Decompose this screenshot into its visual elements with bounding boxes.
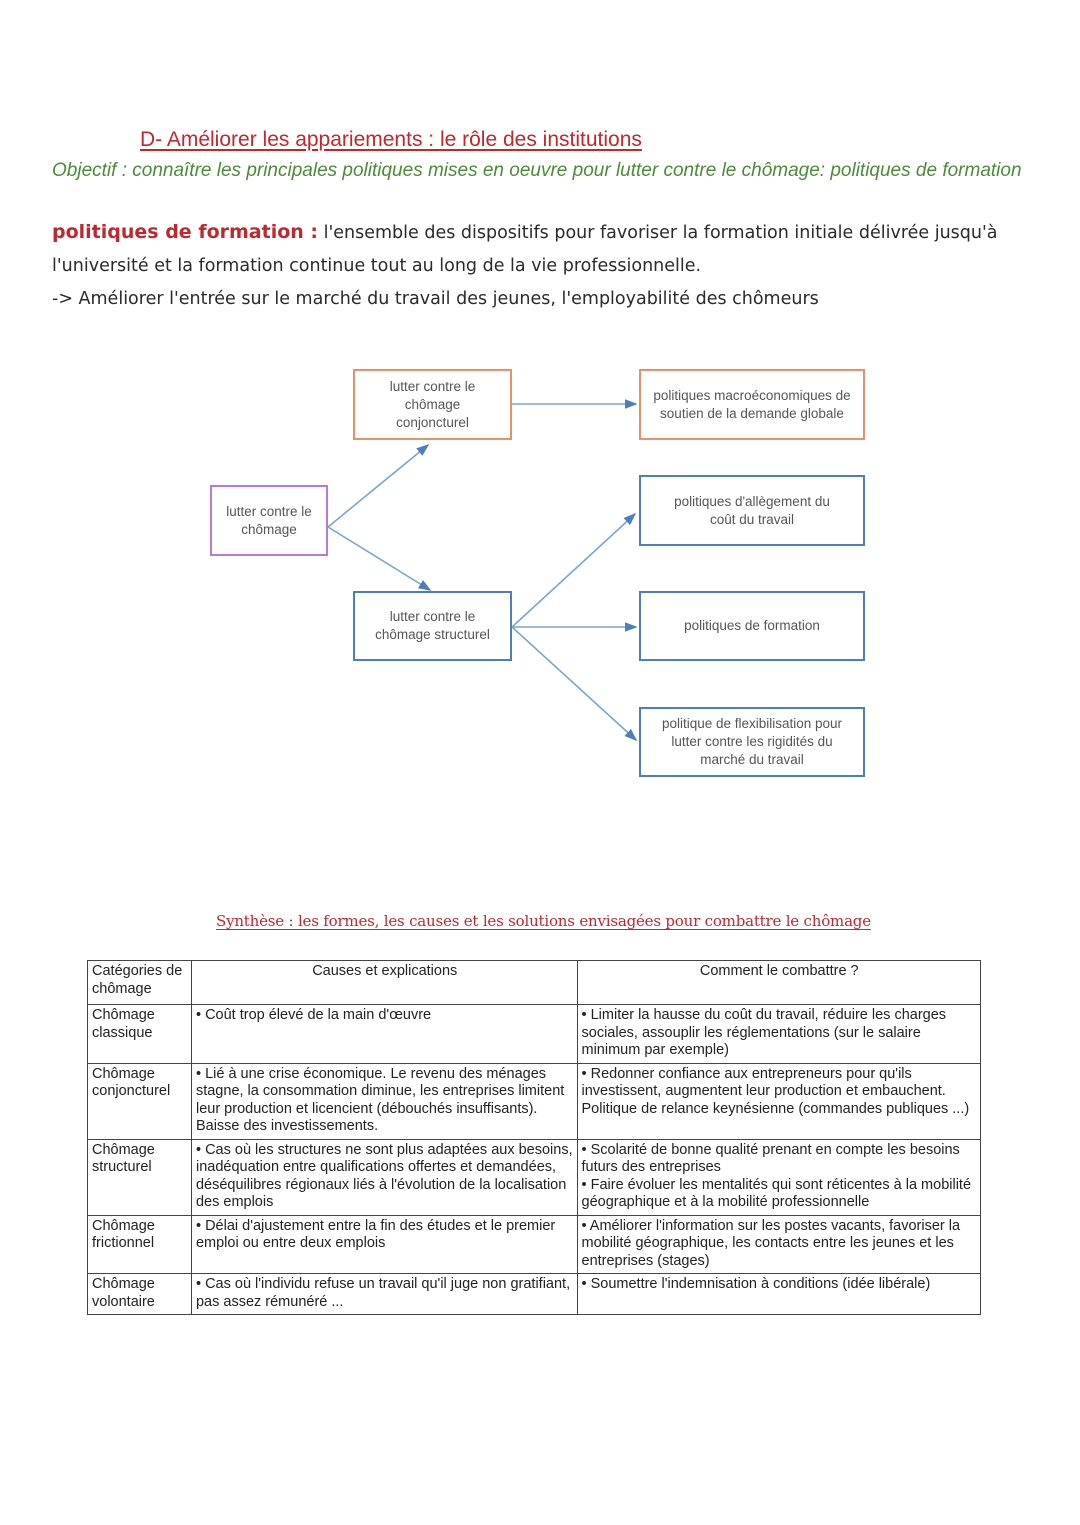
cell-cause: • Cas où l'individu refuse un travail qu'il juge non gratifiant, pas assez rémunéré ... <box>191 1274 577 1315</box>
connector-structurel-flexibilisation <box>512 627 636 740</box>
synthesis-table <box>87 960 981 1315</box>
table-row <box>88 1063 981 1139</box>
table-row <box>88 1005 981 1064</box>
diagram-node-allegement: politiques d'allègement du coût du travail <box>639 475 865 546</box>
section-heading: D- Améliorer les appariements : le rôle des institutions <box>140 128 642 151</box>
definition-text: l'ensemble des dispositifs pour favoriser la formation initiale délivrée jusqu'à l'université et la formation continue tout au long de la vie professionnelle. <box>52 223 998 276</box>
diagram-node-formation: politiques de formation <box>639 591 865 661</box>
table-row <box>88 1215 981 1274</box>
cell-cause: • Coût trop élevé de la main d'œuvre <box>191 1005 577 1064</box>
connector-root-conjoncturel <box>328 445 428 527</box>
cell-solution: • Soumettre l'indemnisation à conditions (idée libérale) <box>577 1274 981 1315</box>
table-header-row <box>88 961 981 1005</box>
cell-category: Chômage structurel <box>88 1139 192 1215</box>
diagram-node-conjoncturel: lutter contre le chômage conjoncturel <box>353 369 512 440</box>
connector-structurel-allegement <box>512 514 635 627</box>
table-row <box>88 1274 981 1315</box>
cell-cause: • Lié à une crise économique. Le revenu des ménages stagne, la consommation diminue, les entreprises limitent leur production et licencient (débouchés insuffisants). Baisse des investissements. <box>191 1063 577 1139</box>
table-row <box>88 1139 981 1215</box>
cell-solution: • Améliorer l'information sur les postes vacants, favoriser la mobilité géographique, les contacts entre les jeunes et les entreprises (stages) <box>577 1215 981 1274</box>
cell-cause: • Délai d'ajustement entre la fin des études et le premier emploi ou entre deux emplois <box>191 1215 577 1274</box>
connector-root-structurel <box>328 527 430 590</box>
objective-text: Objectif : connaître les principales politiques mises en oeuvre pour lutter contre le chômage: politiques de formation <box>52 160 1022 181</box>
column-header-solutions: Comment le combattre ? <box>577 961 981 1005</box>
synthesis-title: Synthèse : les formes, les causes et les solutions envisagées pour combattre le chômage <box>216 912 871 930</box>
diagram-node-root: lutter contre le chômage <box>210 485 328 556</box>
cell-category: Chômage frictionnel <box>88 1215 192 1274</box>
diagram-node-structurel: lutter contre le chômage structurel <box>353 591 512 661</box>
cell-category: Chômage classique <box>88 1005 192 1064</box>
column-header-category: Catégories de chômage <box>88 961 192 1005</box>
cell-category: Chômage conjoncturel <box>88 1063 192 1139</box>
diagram-node-flexibilisation: politique de flexibilisation pour lutter contre les rigidités du marché du travail <box>639 707 865 777</box>
column-header-causes: Causes et explications <box>191 961 577 1005</box>
cell-solution: • Scolarité de bonne qualité prenant en compte les besoins futurs des entreprises • Faire évoluer les mentalités qui sont réticentes à la mobilité géographique et à la mobilité professionnelle <box>577 1139 981 1215</box>
definition-consequence: -> Améliorer l'entrée sur le marché du travail des jeunes, l'employabilité des chômeurs <box>52 289 819 309</box>
cell-cause: • Cas où les structures ne sont plus adaptées aux besoins, inadéquation entre qualifications offertes et demandées, déséquilibres régionaux liés à l'évolution de la localisation des emplois <box>191 1139 577 1215</box>
diagram-node-macro: politiques macroéconomiques de soutien de la demande globale <box>639 369 865 440</box>
cell-solution: • Redonner confiance aux entrepreneurs pour qu'ils investissent, augmentent leur production et embauchent. Politique de relance keynésienne (commandes publiques ...) <box>577 1063 981 1139</box>
cell-category: Chômage volontaire <box>88 1274 192 1315</box>
definition-term: politiques de formation : <box>52 221 319 243</box>
cell-solution: • Limiter la hausse du coût du travail, réduire les charges sociales, assouplir les réglementations (sur le salaire minimum par exemple) <box>577 1005 981 1064</box>
